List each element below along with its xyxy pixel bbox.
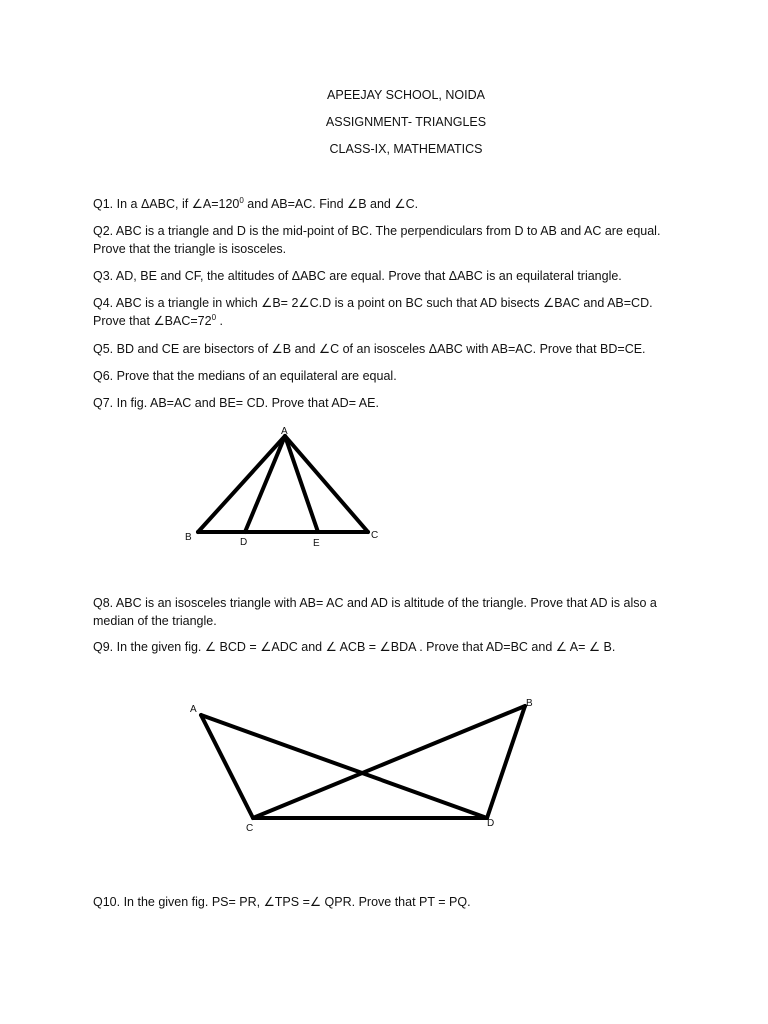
fig1-label-b: B [185, 532, 192, 543]
question-6: Q6. Prove that the medians of an equilateral are equal. [93, 369, 397, 383]
fig1-label-c: C [371, 530, 379, 541]
class-subject: CLASS-IX, MATHEMATICS [329, 142, 483, 156]
question-2: Q2. ABC is a triangle and D is the mid-point of BC. The perpendiculars from D to AB and AC are equal. Prove that the triangle is isosceles. [93, 224, 661, 256]
question-9: Q9. In the given fig. ∠ BCD = ∠ADC and ∠ ACB = ∠BDA . Prove that AD=BC and ∠ A= ∠ B. [93, 640, 616, 654]
fig2-label-b: B [526, 698, 533, 709]
question-10: Q10. In the given fig. PS= PR, ∠TPS =∠ QPR. Prove that PT = PQ. [93, 895, 471, 909]
question-7: Q7. In fig. AB=AC and BE= CD. Prove that AD= AE. [93, 396, 379, 410]
fig2-label-c: C [246, 823, 254, 834]
question-8: Q8. ABC is an isosceles triangle with AB= AC and AD is altitude of the triangle. Prove that AD is also a median of the triangle. [93, 596, 657, 628]
q4-line1: Q4. ABC is a triangle in which ∠B= 2∠C.D is a point on BC such that AD bisects ∠BAC and AB=CD. [93, 296, 653, 310]
fig1-label-d: D [240, 537, 248, 548]
question-5: Q5. BD and CE are bisectors of ∠B and ∠C of an isosceles ΔABC with AB=AC. Prove that BD=CE. [93, 342, 646, 356]
fig1-label-e: E [313, 538, 320, 549]
q1-text-end: and AB=AC. Find ∠B and ∠C. [243, 197, 419, 211]
fig2-segment-bc [253, 706, 525, 818]
q4-line2-text: Prove that ∠BAC=72 [93, 314, 212, 328]
fig1-label-a: A [281, 426, 288, 437]
assignment-title: ASSIGNMENT- TRIANGLES [325, 115, 487, 129]
degree-sup: 0 [211, 312, 217, 322]
fig2-segment-bd [487, 706, 525, 818]
degree-sup: 0 [239, 195, 244, 205]
fig2-label-a: A [190, 704, 197, 715]
school-name: APEEJAY SCHOOL, NOIDA [327, 88, 485, 102]
fig2-label-d: D [487, 818, 495, 829]
question-3: Q3. AD, BE and CF, the altitudes of ΔABC are equal. Prove that ΔABC is an equilateral triangle. [93, 269, 622, 283]
q4-line2-end: . [216, 314, 223, 328]
q1-text: Q1. In a ΔABC, if ∠A=120 [93, 197, 240, 211]
